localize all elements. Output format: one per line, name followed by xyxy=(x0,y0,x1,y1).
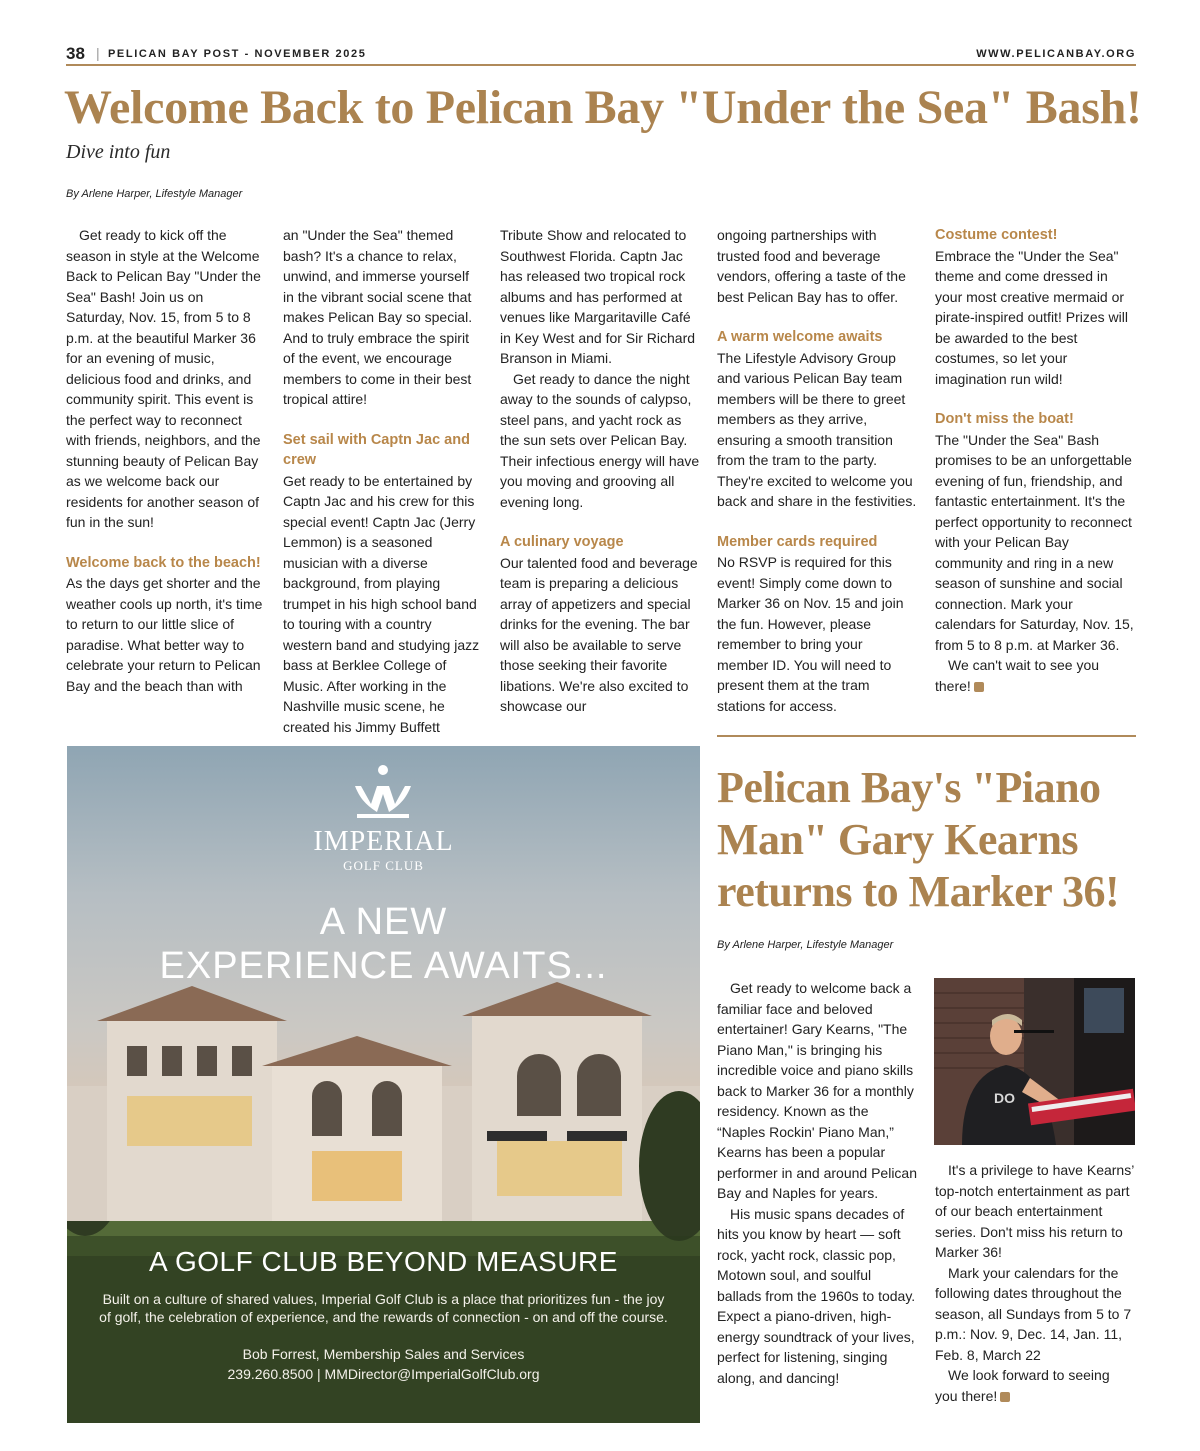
header-separator: | xyxy=(96,45,100,61)
article-column-1 xyxy=(66,225,266,696)
article-subtitle: Dive into fun xyxy=(66,141,171,163)
article-2-column-2 xyxy=(935,1160,1135,1406)
ad-contact-info[interactable]: 239.260.8500 | MMDirector@ImperialGolfClub.org xyxy=(227,1366,540,1382)
article-2-column-1 xyxy=(717,978,917,1388)
paragraph: We look forward to seeing you there! xyxy=(935,1367,1110,1404)
ad-headline-line-1: A NEW xyxy=(319,901,448,943)
ad-tagline: A GOLF CLUB BEYOND MEASURE xyxy=(149,1246,618,1277)
article-column-3 xyxy=(500,225,700,717)
paragraph: Get ready to dance the night away to the sounds of calypso, steel pans, and yacht rock as the sun sets over Pelican Bay. Their infectious energy will have you moving and grooving all evening long. xyxy=(500,370,700,510)
gary-kearns-photo xyxy=(934,978,1135,1145)
paragraph: Tribute Show and relocated to Southwest Florida. Captn Jac has released two tropical rock albums and has performed at venues like Margaritaville Café in Key West and for Sir Richard Branson in Miami. xyxy=(500,227,696,366)
ad-contact-name: Bob Forrest, Membership Sales and Services xyxy=(242,1346,525,1362)
imperial-golf-club-ad[interactable] xyxy=(67,746,700,1423)
imperial-crown-logo-icon xyxy=(347,764,419,820)
ad-headline xyxy=(67,900,700,988)
section-heading: A warm welcome awaits xyxy=(717,329,883,345)
paragraph: ongoing partnerships with trusted food and beverage vendors, offering a taste of the best Pelican Bay has to offer. xyxy=(717,227,906,305)
paragraph: an "Under the Sea" themed bash? It's a chance to relax, unwind, and immerse yourself in the vibrant social scene that makes Pelican Bay so special. And to truly embrace the spirit of the event, we encourage members to come in their best tropical attire! xyxy=(283,227,473,407)
article-column-5 xyxy=(935,225,1135,696)
paragraph: No RSVP is required for this event! Simply come down to Marker 36 on Nov. 15 and join the fun. However, please remember to bring your member ID. You will need to present them at the tram stations for access. xyxy=(717,554,904,714)
section-heading: Set sail with Captn Jac and crew xyxy=(283,431,470,468)
article-column-2 xyxy=(283,225,483,737)
svg-text:DO: DO xyxy=(994,1090,1015,1106)
paragraph: We can't wait to see you there! xyxy=(935,657,1100,694)
paragraph: Get ready to kick off the season in style at the Welcome Back to Pelican Bay "Under the Sea" Bash! Join us on Saturday, Nov. 15, from 5 to 8 p.m. at the beautiful Marker 36 for an evening of music, delicious food and drinks, and community spirit. This event is the perfect way to reconnect with friends, neighbors, and the stunning beauty of Pelican Bay as we welcome back our residents for another season of fun in the sun! xyxy=(66,227,261,530)
section-heading: A culinary voyage xyxy=(500,534,624,550)
article-2-title: Pelican Bay's "Piano Man" Gary Kearns returns to Marker 36! xyxy=(717,763,1120,916)
ad-headline-line-2: EXPERIENCE AWAITS... xyxy=(159,945,608,987)
article-byline: By Arlene Harper, Lifestyle Manager xyxy=(66,188,243,200)
section-heading: Member cards required xyxy=(717,533,878,550)
paragraph: Our talented food and beverage team is preparing a delicious array of appetizers and special drinks for the evening. The bar will also be available to serve those seeking their favorite libations. We're also excited to showcase our xyxy=(500,554,698,714)
paragraph: Get ready to welcome back a familiar face and beloved entertainer! Gary Kearns, "The Piano Man," is bringing his incredible voice and piano skills back to Marker 36 for a monthly residency. Known as the “Naples Rockin' Piano Man,” Kearns has been a popular performer in and around Pelican Bay and Naples for years. xyxy=(717,980,918,1201)
end-of-article-mark xyxy=(974,682,984,692)
paragraph: Get ready to be entertained by Captn Jac and his crew for this special event! Captn Jac (Jerry Lemmon) is a seasoned musician with a diverse background, from playing trumpet in his high school band to touring with a country western band and studying jazz bass at Berklee College of Music. After working in the Nashville music scene, he created his Jimmy Buffett xyxy=(283,472,480,735)
ad-contact xyxy=(67,1344,700,1384)
section-divider xyxy=(717,735,1136,737)
paragraph: Mark your calendars for the following dates throughout the season, all Sundays from 5 to 7 p.m.: Nov. 9, Dec. 14, Jan. 11, Feb. 8, March 22 xyxy=(935,1264,1132,1363)
article-title: Welcome Back to Pelican Bay "Under the Sea" Bash! xyxy=(64,81,1142,134)
page-number: 38 xyxy=(66,44,85,63)
paragraph: The Lifestyle Advisory Group and various Pelican Bay team members will be there to greet members as they arrive, ensuring a smooth transition from the tram to the party. They're excited to welcome you back and share in the festivities. xyxy=(717,349,917,509)
end-of-article-mark xyxy=(1000,1392,1010,1402)
section-heading: Don't miss the boat! xyxy=(935,411,1074,427)
publication-name: PELICAN BAY POST - NOVEMBER 2025 xyxy=(108,48,367,60)
ad-brand-subtitle: GOLF CLUB xyxy=(343,858,424,873)
article-2-byline: By Arlene Harper, Lifestyle Manager xyxy=(717,939,894,951)
article-column-4 xyxy=(717,225,917,716)
paragraph: The "Under the Sea" Bash promises to be an unforgettable evening of fun, friendship, and fantastic entertainment. It's the perfect opportunity to reconnect with your Pelican Bay community and ring in a new season of sunshine and social connection. Mark your calendars for Saturday, Nov. 15, from 5 to 8 p.m. at Marker 36. xyxy=(935,431,1134,653)
ad-brand-name: IMPERIAL xyxy=(313,826,454,857)
paragraph: His music spans decades of hits you know by heart — soft rock, yacht rock, classic pop, Motown soul, and soulful ballads from the 1960s to today. Expect a piano-driven, high-energy soundtrack of your lives, perfect for listening, singing along, and dancing! xyxy=(717,1205,916,1386)
paragraph: Embrace the "Under the Sea" theme and come dressed in your most creative mermaid or pirate-inspired outfit! Prizes will be awarded to the best costumes, so let your imagination run wild! xyxy=(935,247,1128,387)
page-header xyxy=(66,44,1136,66)
section-heading: Welcome back to the beach! xyxy=(66,554,261,571)
paragraph: As the days get shorter and the weather cools up north, it's time to return to our little slice of paradise. What better way to celebrate your return to Pelican Bay and the beach than with xyxy=(66,575,263,694)
website-link[interactable]: WWW.PELICANBAY.ORG xyxy=(976,48,1136,60)
ad-body-text: Built on a culture of shared values, Imperial Golf Club is a place that prioritizes fun - the joy of golf, the celebration of experience, and the rewards of connection - on and off the course. xyxy=(99,1291,668,1325)
section-heading: Costume contest! xyxy=(935,227,1058,243)
paragraph: It's a privilege to have Kearns’ top-notch entertainment as part of our beach entertainment series. Don't miss his return to Marker 36! xyxy=(935,1162,1134,1260)
